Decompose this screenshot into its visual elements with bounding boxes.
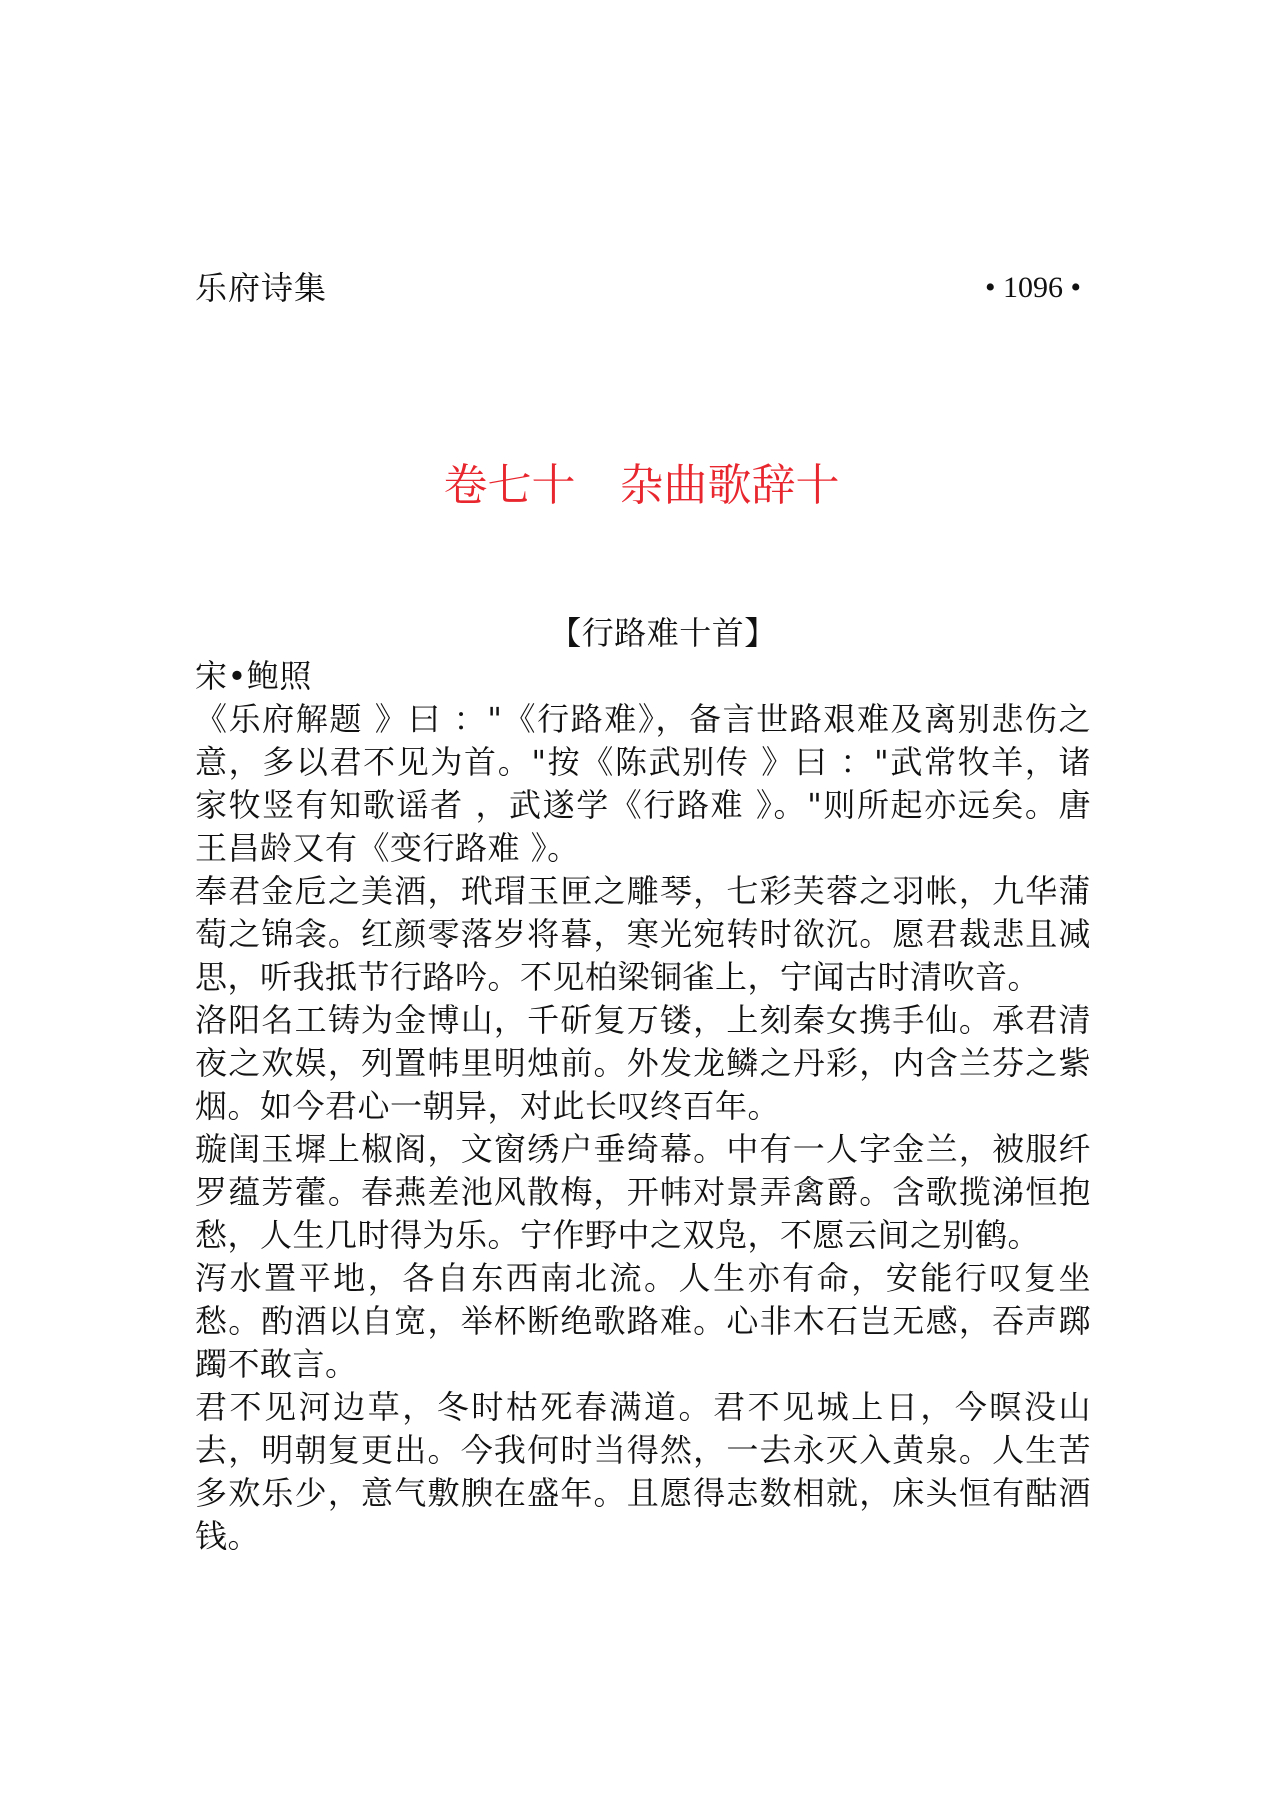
intro-paragraph: 《乐府解题 》曰 ："《行路难》，备言世路艰难及离别悲伤之意，多以君不见为首。"按《陈武别传 》曰 ："武常牧羊，诸家牧竖有知歌谣者 ，武遂学《行路难 》。"则所起亦远矣。唐王昌龄又有《变行路难 》。 <box>195 700 1091 867</box>
poem-paragraph: 奉君金卮之美酒，玳瑁玉匣之雕琴，七彩芙蓉之羽帐，九华蒲萄之锦衾。红颜零落岁将暮，寒光宛转时欲沉。愿君裁悲且减思，听我抵节行路吟。不见柏梁铜雀上，宁闻古时清吹音。 <box>195 872 1091 996</box>
page-body <box>195 612 1091 1558</box>
book-title: 乐府诗集 <box>195 269 328 307</box>
chapter-title <box>0 458 1283 514</box>
page-number: • 1096 • <box>984 271 1081 304</box>
poem-paragraph: 洛阳名工铸为金博山，千斫复万镂，上刻秦女携手仙。承君清夜之欢娱，列置帏里明烛前。外发龙鳞之丹彩，内含兰芬之紫烟。如今君心一朝异，对此长叹终百年。 <box>195 1001 1091 1125</box>
chapter-category: 杂曲歌辞十 <box>619 460 840 511</box>
poem-paragraph: 泻水置平地，各自东西南北流。人生亦有命，安能行叹复坐愁。酌酒以自宽，举杯断绝歌路难。心非木石岂无感，吞声踯躅不敢言。 <box>195 1259 1091 1383</box>
chapter-volume: 卷七十 <box>443 460 576 511</box>
author-line: 宋•鲍照 <box>195 657 312 695</box>
poem-paragraph: 君不见河边草，冬时枯死春满道。君不见城上日，今暝没山去，明朝复更出。今我何时当得然，一去永灭入黄泉。人生苦多欢乐少，意气敷腴在盛年。且愿得志数相就，床头恒有酤酒钱。 <box>195 1388 1091 1555</box>
poem-paragraph: 璇闺玉墀上椒阁，文窗绣户垂绮幕。中有一人字金兰，被服纤罗蕴芳藿。春燕差池风散梅，开帏对景弄禽爵。含歌揽涕恒抱愁，人生几时得为乐。宁作野中之双凫，不愿云间之别鹤。 <box>195 1130 1091 1254</box>
section-heading: 【行路难十首】 <box>549 614 777 652</box>
